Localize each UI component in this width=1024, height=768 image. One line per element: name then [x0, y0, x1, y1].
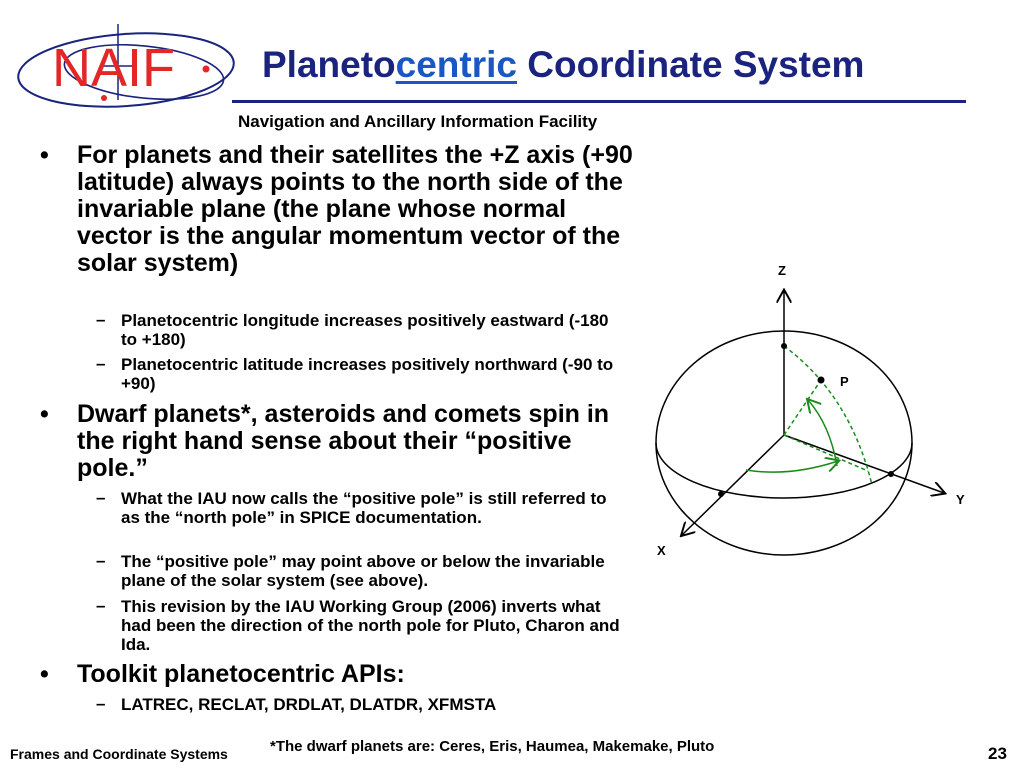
y-equator-point — [888, 471, 894, 477]
title-divider — [232, 100, 966, 103]
sub-bullet-text: Planetocentric longitude increases positively eastward (-180 to +180) — [121, 311, 609, 349]
z-label: Z — [778, 263, 786, 278]
sub-bullet-text: The “positive pole” may point above or below the invariable plane of the solar system (see above). — [121, 552, 605, 590]
latitude-arc — [808, 400, 837, 466]
page-number: 23 — [988, 744, 1007, 763]
y-axis — [784, 435, 944, 493]
footer-section-title: Frames and Coordinate Systems — [10, 746, 228, 762]
north-point — [781, 343, 787, 349]
dash-marker: – — [96, 354, 106, 373]
bullet-dot: • — [40, 660, 49, 688]
page-title — [262, 44, 864, 86]
sub-bullet-text: What the IAU now calls the “positive pole” is still referred to as the “north pole” in SPICE documentation. — [121, 489, 607, 527]
sub-bullet-text: Planetocentric latitude increases positively northward (-90 to +90) — [121, 355, 614, 393]
y-label: Y — [956, 492, 965, 507]
title-prefix: Planeto — [262, 44, 396, 85]
bullet-text: For planets and their satellites the +Z axis (+90 latitude) always points to the north side of the invariable plane (the plane whose normal vector is the angular momentum vector of the solar system) — [77, 141, 633, 277]
x-equator-point — [718, 491, 724, 497]
bullet-dot: • — [40, 400, 49, 428]
diagram-graphic — [640, 255, 980, 575]
subtitle: Navigation and Ancillary Information Facility — [238, 112, 598, 131]
equator-projection — [784, 435, 868, 471]
dash-marker: – — [96, 694, 106, 713]
footnote: *The dwarf planets are: Ceres, Eris, Haumea, Makemake, Pluto — [270, 738, 715, 755]
radius-to-p — [784, 380, 821, 435]
p-label: P — [840, 374, 849, 389]
planetocentric-diagram — [640, 255, 980, 575]
dash-marker: – — [96, 551, 106, 570]
sub-bullet-text: LATREC, RECLAT, DRDLAT, DLATDR, XFMSTA — [121, 695, 497, 714]
bullet-text: Dwarf planets*, asteroids and comets spin in the right hand sense about their “positive pole.” — [77, 400, 610, 482]
dash-marker: – — [96, 488, 106, 507]
equator-line — [656, 443, 912, 498]
title-underlined: centric — [395, 44, 517, 85]
logo-text: NAIF — [52, 38, 176, 98]
point-p — [818, 377, 825, 384]
dash-marker: – — [96, 596, 106, 615]
title-suffix: Coordinate System — [516, 44, 865, 85]
bullet-text: Toolkit planetocentric APIs: — [77, 660, 405, 688]
dash-marker: – — [96, 310, 106, 329]
x-label: X — [657, 543, 666, 558]
sub-bullet-text: This revision by the IAU Working Group (2006) inverts what had been the direction of the north pole for Pluto, Charon and Ida. — [121, 597, 620, 654]
naif-logo-graphic — [14, 22, 244, 112]
bullet-dot: • — [40, 141, 49, 169]
longitude-arc — [746, 461, 838, 472]
naif-logo — [14, 22, 244, 112]
x-axis — [682, 435, 784, 535]
